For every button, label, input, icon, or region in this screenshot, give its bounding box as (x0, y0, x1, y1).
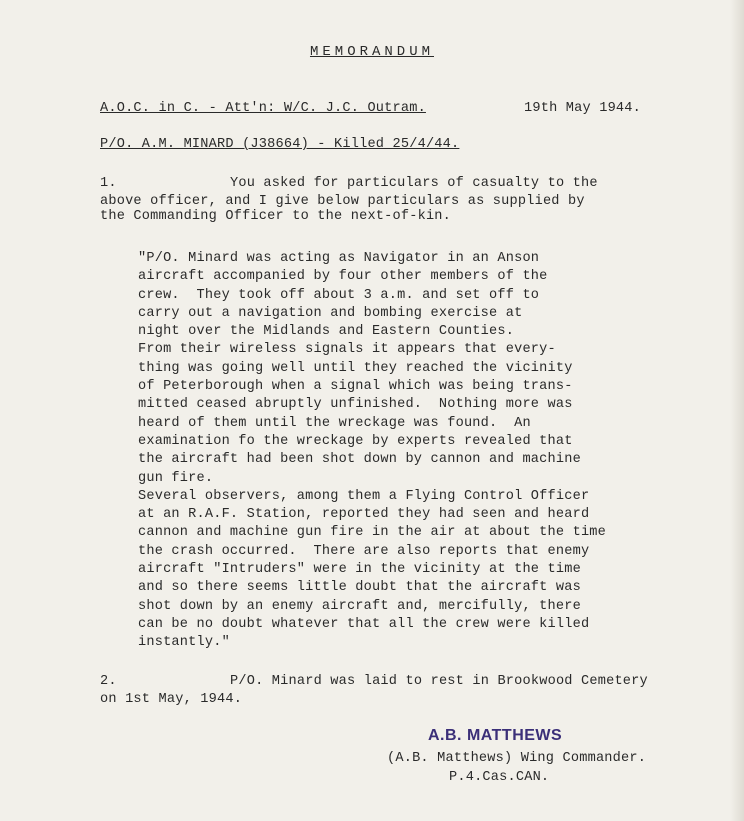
paragraph-2-first-line: P/O. Minard was laid to rest in Brookwood Cemetery (230, 674, 648, 689)
paragraph-1-body: above officer, and I give below particulars as supplied by the Commanding Officer to the next-of-kin. (100, 194, 585, 224)
addressee-line: A.O.C. in C. - Att'n: W/C. J.C. Outram. (100, 101, 426, 116)
paragraph-2-number: 2. (100, 674, 117, 689)
signatory-line: (A.B. Matthews) Wing Commander. (387, 751, 647, 766)
memo-title: MEMORANDUM (309, 44, 434, 60)
reference-code: P.4.Cas.CAN. (449, 770, 550, 785)
subject-line: P/O. A.M. MINARD (J38664) - Killed 25/4/44. (100, 137, 460, 152)
quoted-statement: "P/O. Minard was acting as Navigator in an Anson aircraft accompanied by four other members of the crew. They took off about 3 a.m. and set off to carry out a navigation and bombing exercise at night over the Midlands and Eastern Counties. From their wireless signals it appears that every- thing was going well until they reached the vicinity of Peterborough when a signal which was being trans- mitted ceased abruptly unfinished. Nothing more was heard of them until the wreckage was found. An examination fo the wreckage by experts revealed that the aircraft had been shot down by cannon and machine gun fire. Several observers, among them a Flying Control Officer at an R.A.F. Station, reported they had seen and heard cannon and machine gun fire in the air at about the time the crash occurred. There are also reports that enemy aircraft "Intruders" were in the vicinity at the time and so there seems little doubt that the aircraft was shot down by an enemy aircraft and, mercifully, there can be no doubt whatever that all the crew were killed instantly." (138, 251, 607, 651)
paragraph-1-first-line: You asked for particulars of casualty to the (230, 176, 598, 191)
signature-stamp: A.B. MATTHEWS (428, 727, 563, 744)
paragraph-2-body: on 1st May, 1944. (100, 692, 243, 707)
memo-date: 19th May 1944. (524, 101, 642, 116)
paragraph-1-number: 1. (100, 176, 117, 191)
